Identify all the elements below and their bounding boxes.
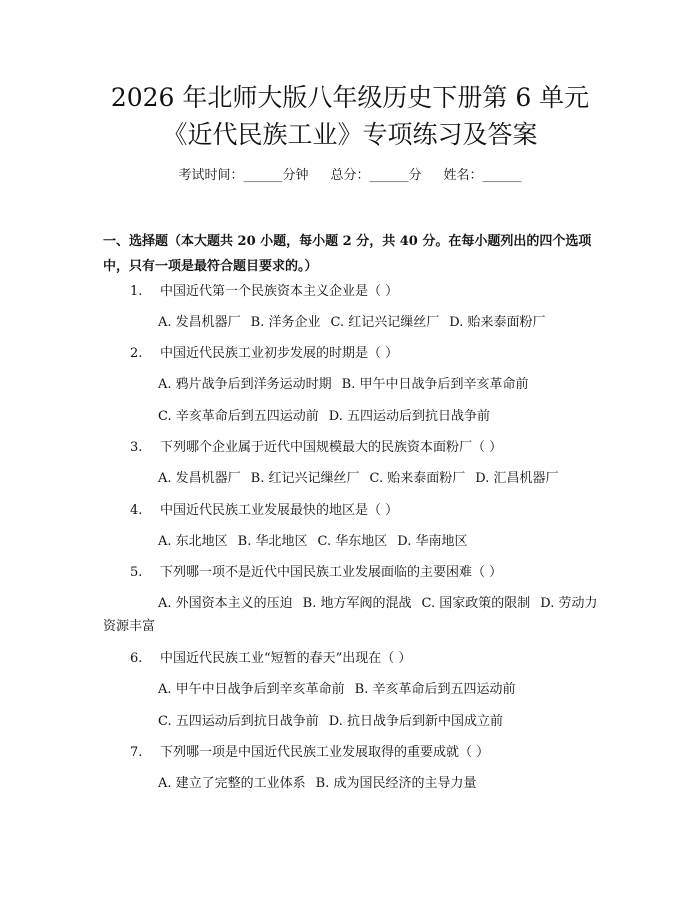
question-5-options xyxy=(103,592,603,638)
option-b: B. 地方军阀的混战 xyxy=(302,596,412,611)
exam-time-field: 考试时间：______分钟 xyxy=(178,168,309,183)
option-a: A. 东北地区 xyxy=(158,534,228,549)
option-d: D. 抗日战争后到新中国成立前 xyxy=(328,714,503,729)
page-title-line2: 《近代民族工业》专项练习及答案 xyxy=(162,120,538,149)
section-heading-choice: 一、选择题（本大题共 20 小题，每小题 2 分，共 40 分。在每小题列出的四个选项中，只有一项是最符合题目要求的。） xyxy=(103,234,592,274)
question-number: 1. xyxy=(130,284,143,299)
question-1-options xyxy=(158,314,555,332)
option-b: B. 华北地区 xyxy=(237,534,308,549)
option-b: B. 红记兴记缫丝厂 xyxy=(250,471,360,486)
option-c: C. 华东地区 xyxy=(317,534,388,549)
option-b: B. 甲午中日战争后到辛亥革命前 xyxy=(341,377,529,392)
question-text: 下列哪一项是中国近代民族工业发展取得的重要成就（ ） xyxy=(160,745,490,760)
question-text: 下列哪一项不是近代中国民族工业发展面临的主要困难（ ） xyxy=(160,565,503,580)
option-c: C. 五四运动后到抗日战争前 xyxy=(158,714,319,729)
option-b: B. 洋务企业 xyxy=(250,315,321,330)
option-a: A. 甲午中日战争后到辛亥革命前 xyxy=(158,682,345,697)
question-2-options-row2 xyxy=(158,408,500,426)
question-3-options xyxy=(158,470,568,488)
question-number: 2. xyxy=(130,346,143,361)
option-c: C. 贻来泰面粉厂 xyxy=(369,471,466,486)
question-number: 6. xyxy=(130,651,143,666)
question-2-options-row1 xyxy=(158,376,538,394)
question-text: 中国近代民族工业初步发展的时期是（ ） xyxy=(160,346,399,361)
question-text: 下列哪个企业属于近代中国规模最大的民族资本面粉厂（ ） xyxy=(160,440,503,455)
option-d: D. 华南地区 xyxy=(397,534,468,549)
option-c: C. 红记兴记缫丝厂 xyxy=(330,315,440,330)
option-a: A. 鸦片战争后到洋务运动时期 xyxy=(158,377,332,392)
question-number: 7. xyxy=(130,745,143,760)
question-6-options-row1 xyxy=(158,681,525,699)
question-6-options-row2 xyxy=(158,713,513,731)
exam-meta xyxy=(0,167,700,185)
question-text: 中国近代第一个民族资本主义企业是（ ） xyxy=(160,284,399,299)
question-7-options xyxy=(158,775,486,793)
option-a: A. 建立了完整的工业体系 xyxy=(158,776,306,791)
option-a: A. 外国资本主义的压迫 xyxy=(158,596,293,611)
question-number: 5. xyxy=(130,565,143,580)
option-b: B. 成为国民经济的主导力量 xyxy=(315,776,477,791)
question-number: 4. xyxy=(130,503,143,518)
option-a: A. 发昌机器厂 xyxy=(158,315,241,330)
option-c: C. 辛亥革命后到五四运动前 xyxy=(158,409,319,424)
question-text: 中国近代民族工业“短暂的春天”出现在（ ） xyxy=(160,651,412,666)
option-d: D. 五四运动后到抗日战争前 xyxy=(328,409,490,424)
student-name-field: 姓名：______ xyxy=(443,168,522,183)
page-title-line1: 2026 年北师大版八年级历史下册第 6 单元 xyxy=(110,83,590,112)
option-d: D. 汇昌机器厂 xyxy=(475,471,559,486)
option-a: A. 发昌机器厂 xyxy=(158,471,241,486)
total-score-field: 总分：______分 xyxy=(330,168,422,183)
option-c: C. 国家政策的限制 xyxy=(421,596,531,611)
option-d: D. 贻来泰面粉厂 xyxy=(449,315,546,330)
question-number: 3. xyxy=(130,440,143,455)
option-b: B. 辛亥革命后到五四运动前 xyxy=(354,682,516,697)
option-d: D. 劳动力资源丰富 xyxy=(103,596,598,634)
question-4-options xyxy=(158,533,477,551)
question-text: 中国近代民族工业发展最快的地区是（ ） xyxy=(160,503,399,518)
